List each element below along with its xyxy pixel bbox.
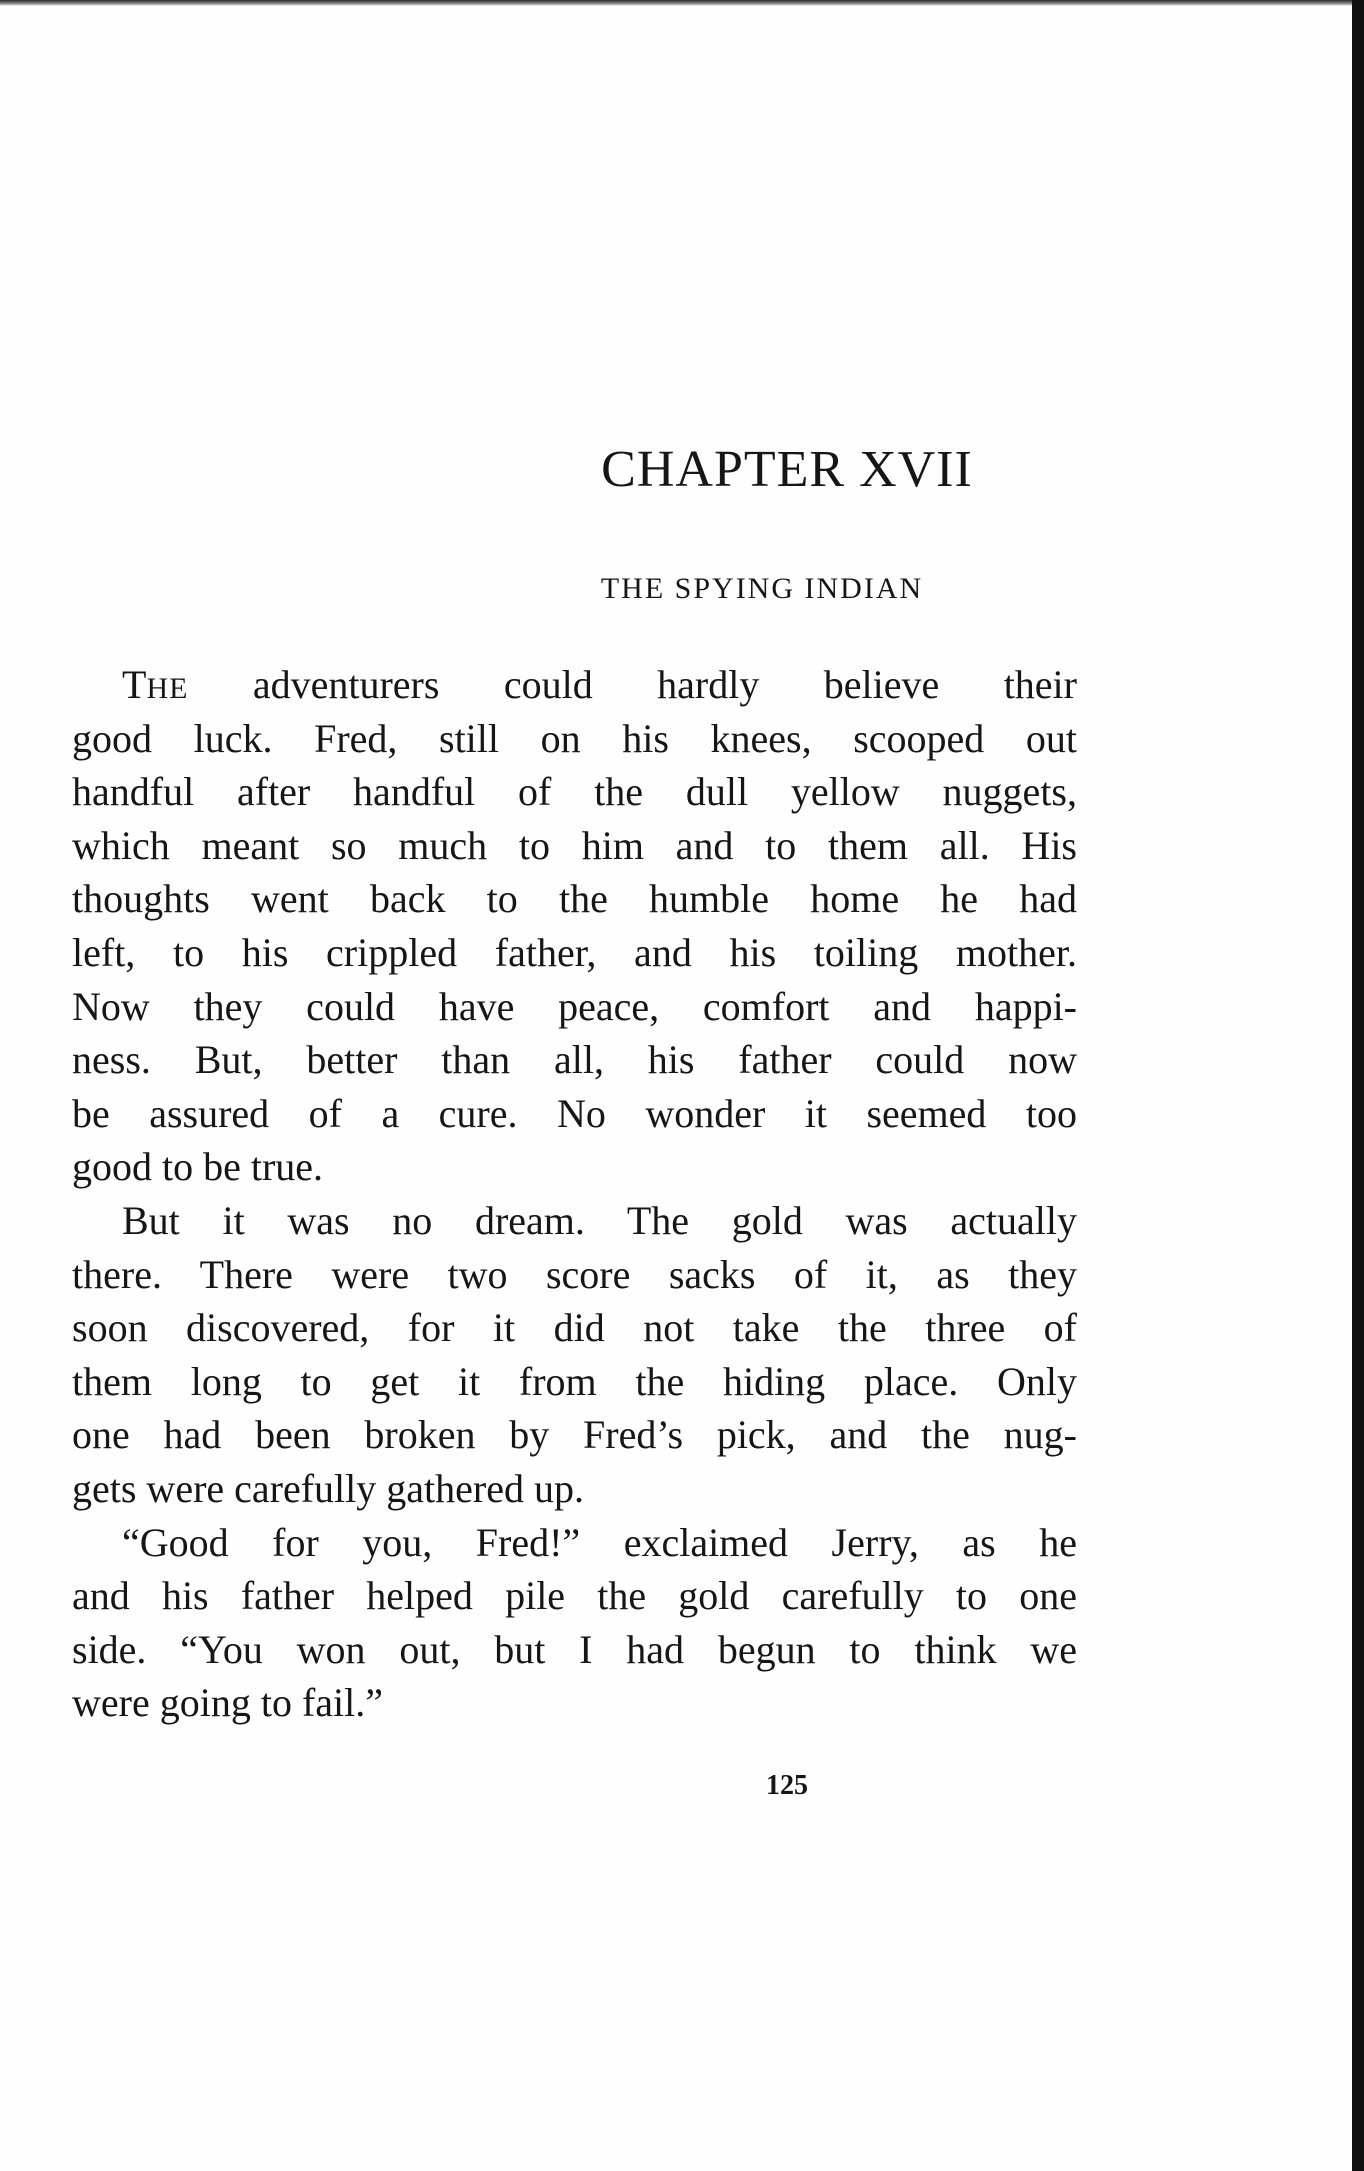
text-line: ness. But, better than all, his father could now <box>72 1037 1077 1083</box>
line-text: adventurers could hardly believe their <box>188 662 1077 707</box>
text-line: good to be true. <box>72 1144 324 1190</box>
text-line: “Good for you, Fred!” exclaimed Jerry, as he <box>122 1519 1077 1565</box>
text-line: them long to get it from the hiding place. Only <box>72 1358 1077 1404</box>
text-line: thoughts went back to the humble home he had <box>72 876 1077 922</box>
drop-cap: T <box>122 662 147 707</box>
text-line: be assured of a cure. No wonder it seemed too <box>72 1090 1077 1136</box>
text-line: handful after handful of the dull yellow nuggets, <box>72 769 1077 815</box>
text-line <box>72 658 1077 712</box>
text-line: soon discovered, for it did not take the three of <box>72 1305 1077 1351</box>
text-line: good luck. Fred, still on his knees, scooped out <box>72 715 1077 761</box>
text-line: side. “You won out, but I had begun to think we <box>72 1626 1077 1672</box>
text-line: and his father helped pile the gold carefully to one <box>72 1573 1077 1619</box>
text-line: left, to his crippled father, and his toiling mother. <box>72 929 1077 975</box>
text-line: gets were carefully gathered up. <box>72 1465 584 1511</box>
text-line: were going to fail.” <box>72 1680 383 1726</box>
page-number: 125 <box>766 1770 808 1801</box>
chapter-body <box>72 658 1077 1730</box>
page-binding-edge <box>1352 0 1364 2171</box>
page-top-edge <box>0 0 1364 6</box>
text-line: But it was no dream. The gold was actually <box>122 1197 1077 1243</box>
text-line: one had been broken by Fred’s pick, and the nug- <box>72 1412 1077 1458</box>
text-line: there. There were two score sacks of it, as they <box>72 1251 1077 1297</box>
chapter-subtitle: THE SPYING INDIAN <box>600 572 924 605</box>
text-line: which meant so much to him and to them all. His <box>72 822 1077 868</box>
chapter-heading: CHAPTER XVII <box>601 441 973 498</box>
small-caps: HE <box>146 672 189 705</box>
text-line: Now they could have peace, comfort and happi- <box>72 983 1077 1029</box>
